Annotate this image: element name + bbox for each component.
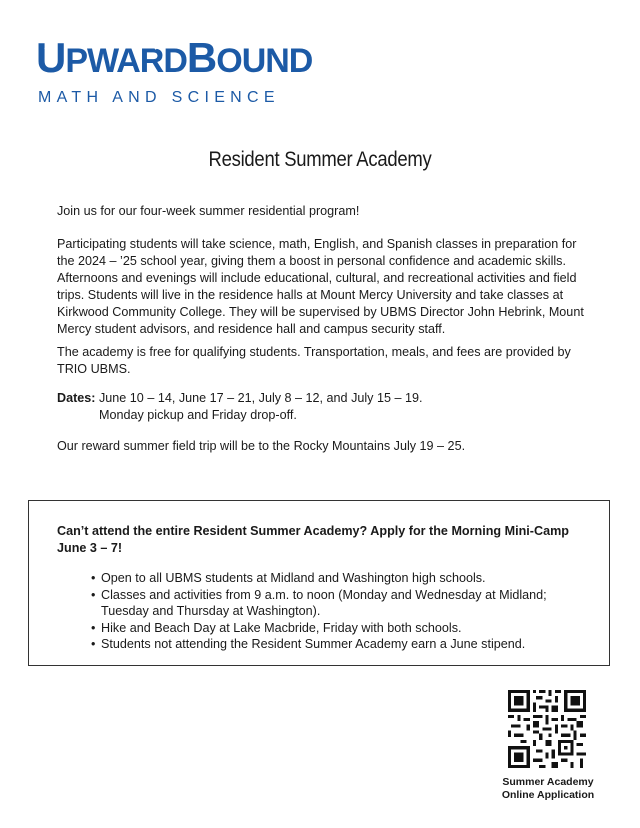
cost-paragraph: The academy is free for qualifying students. Transportation, meals, and fees are provided by TRIO UBMS. — [57, 345, 571, 376]
dates-label: Dates: — [57, 391, 96, 405]
dates-value: June 10 – 14, June 17 – 21, July 8 – 12, and July 15 – 19. — [95, 391, 423, 405]
upward-bound-logo — [36, 34, 313, 112]
logo-wordmark: UPWARDBOUND — [36, 34, 313, 81]
qr-caption: Summer Academy Online Application — [501, 776, 595, 801]
dates-note: Monday pickup and Friday drop-off. — [99, 408, 297, 422]
intro-paragraph: Join us for our four-week summer residential program! — [57, 204, 360, 218]
list-item: • Students not attending the Resident Summer Academy earn a June stipend. — [91, 636, 581, 653]
mini-camp-box — [28, 500, 610, 666]
field-trip-paragraph: Our reward summer field trip will be to the Rocky Mountains July 19 – 25. — [57, 439, 466, 453]
page-title: Resident Summer Academy — [208, 148, 432, 171]
program-description: Participating students will take science, math, English, and Spanish classes in preparation for the 2024 – ’25 school year, giving them a boost in personal confidence and academic skills. Afternoons and evenings will include educational, cultural, and recreational activities and field trips. Students will live in the residence halls at Mount Mercy University and take classes at Kirkwood Community College. They will be supervised by UBMS Director John Hebrink, Mount Mercy student advisors, and residence hall and campus security staff. — [57, 237, 584, 336]
logo-chevron-icon — [154, 36, 166, 52]
mini-camp-list — [91, 570, 581, 653]
qr-code-icon[interactable] — [508, 690, 586, 768]
list-item: • Hike and Beach Day at Lake Macbride, Friday with both schools. — [91, 620, 581, 637]
list-item: • Classes and activities from 9 a.m. to noon (Monday and Wednesday at Midland; Tuesday and Thursday at Washington). — [91, 587, 581, 620]
dates-block — [57, 390, 597, 424]
list-item: • Open to all UBMS students at Midland and Washington high schools. — [91, 570, 581, 587]
logo-tagline: MATH AND SCIENCE — [38, 89, 280, 106]
mini-camp-heading: Can’t attend the entire Resident Summer Academy? Apply for the Morning Mini-Camp June 3 – 7! — [57, 524, 569, 555]
logo-chevron-icon — [44, 36, 56, 52]
